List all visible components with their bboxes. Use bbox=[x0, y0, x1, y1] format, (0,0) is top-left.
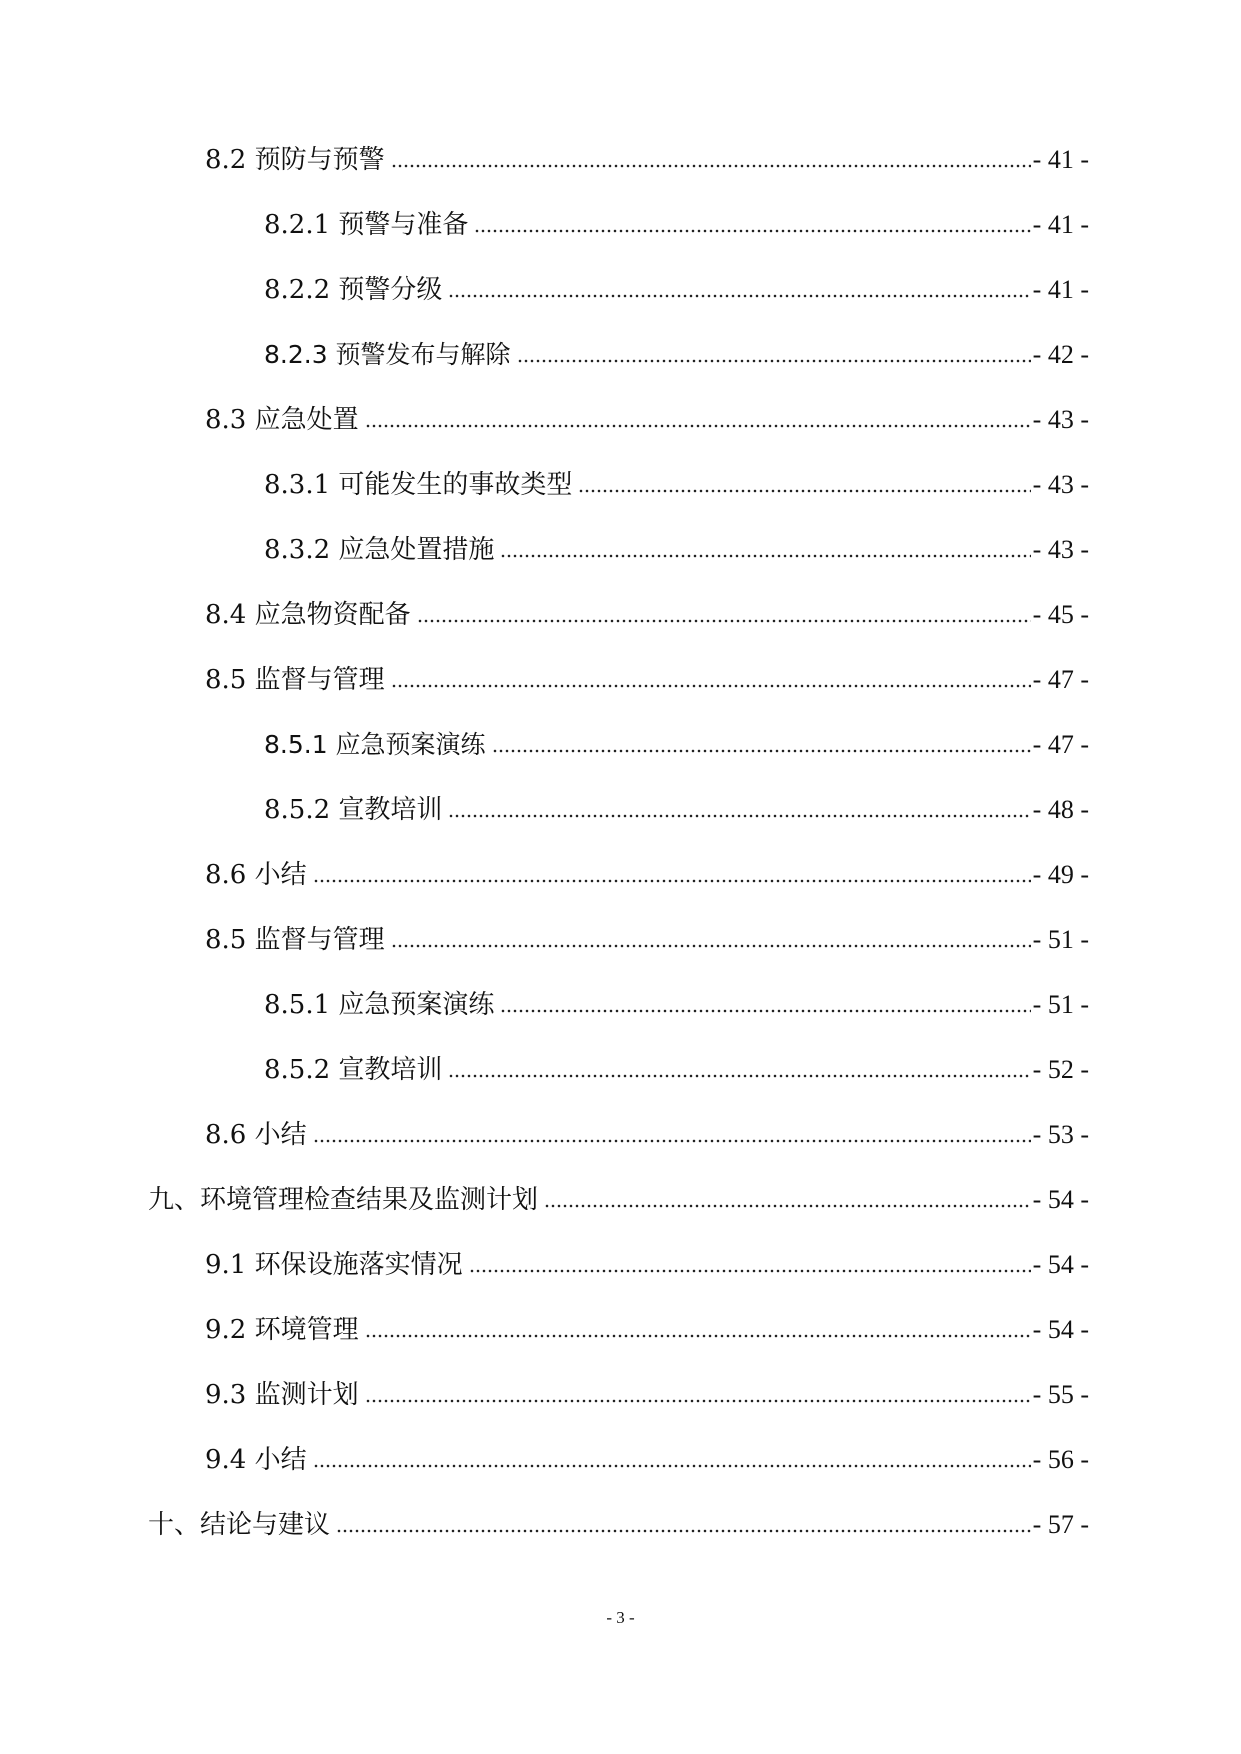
dot-leader bbox=[517, 357, 1031, 365]
toc-entry-page: - 57 - bbox=[1032, 1510, 1089, 1539]
toc-entry-title: 9.2 环境管理 bbox=[205, 1315, 359, 1345]
dot-leader bbox=[313, 1137, 1031, 1145]
toc-entry bbox=[205, 400, 1089, 440]
toc-entry-title: 8.5.1 应急预案演练 bbox=[264, 990, 495, 1020]
toc-entry-page: - 49 - bbox=[1032, 860, 1089, 889]
toc-entry-page: - 41 - bbox=[1032, 275, 1089, 304]
toc-entry bbox=[205, 855, 1089, 895]
dot-leader bbox=[500, 552, 1030, 560]
dot-leader bbox=[391, 162, 1031, 170]
toc-entry-page: - 47 - bbox=[1032, 665, 1089, 694]
toc-entry bbox=[264, 985, 1089, 1025]
dot-leader bbox=[474, 227, 1030, 235]
toc-entry-title: 8.2.1 预警与准备 bbox=[264, 210, 469, 240]
toc-entry-title: 8.4 应急物资配备 bbox=[205, 600, 411, 630]
toc-entry bbox=[264, 335, 1089, 375]
dot-leader bbox=[391, 942, 1031, 950]
toc-entry-title: 9.3 监测计划 bbox=[205, 1380, 359, 1410]
dot-leader bbox=[500, 1007, 1030, 1015]
dot-leader bbox=[365, 422, 1031, 430]
toc-entry-title: 8.6 小结 bbox=[205, 860, 307, 890]
toc-entry-title: 8.5 监督与管理 bbox=[205, 665, 385, 695]
toc-entry-title: 8.6 小结 bbox=[205, 1120, 307, 1150]
dot-leader bbox=[365, 1332, 1031, 1340]
toc-entry-page: - 43 - bbox=[1032, 405, 1089, 434]
toc-entry bbox=[205, 920, 1089, 960]
dot-leader bbox=[448, 1072, 1030, 1080]
toc-entry-page: - 43 - bbox=[1032, 535, 1089, 564]
toc-entry bbox=[264, 790, 1089, 830]
toc-entry bbox=[264, 465, 1089, 505]
toc-entry-title: 8.3 应急处置 bbox=[205, 405, 359, 435]
toc-entry-title: 8.5.2 宣教培训 bbox=[264, 795, 443, 825]
toc-entry bbox=[205, 1310, 1089, 1350]
toc-entry-page: - 54 - bbox=[1032, 1250, 1089, 1279]
toc-entry-page: - 54 - bbox=[1032, 1315, 1089, 1344]
dot-leader bbox=[336, 1527, 1031, 1535]
toc-entry-page: - 41 - bbox=[1032, 210, 1089, 239]
dot-leader bbox=[448, 812, 1030, 820]
toc-entry bbox=[148, 1180, 1089, 1220]
toc-entry bbox=[205, 1375, 1089, 1415]
toc-entry-title: 8.2.3 预警发布与解除 bbox=[264, 340, 511, 369]
toc-entry-title: 九、环境管理检查结果及监测计划 bbox=[148, 1185, 539, 1215]
toc-entry bbox=[264, 530, 1089, 570]
toc-entry-title: 十、结论与建议 bbox=[148, 1510, 331, 1540]
toc-entry-title: 8.3.2 应急处置措施 bbox=[264, 535, 495, 565]
toc-entry-page: - 52 - bbox=[1032, 1055, 1089, 1084]
toc-entry-title: 9.1 环保设施落实情况 bbox=[205, 1250, 463, 1280]
toc-entry-page: - 55 - bbox=[1032, 1380, 1089, 1409]
dot-leader bbox=[544, 1202, 1031, 1210]
toc-entry-title: 9.4 小结 bbox=[205, 1445, 307, 1475]
toc-entry-title: 8.2.2 预警分级 bbox=[264, 275, 443, 305]
toc-entry-page: - 48 - bbox=[1032, 795, 1089, 824]
toc-entry bbox=[205, 1245, 1089, 1285]
dot-leader bbox=[448, 292, 1030, 300]
toc-entry-page: - 42 - bbox=[1032, 340, 1089, 369]
dot-leader bbox=[469, 1267, 1031, 1275]
toc-entry bbox=[264, 205, 1089, 245]
toc-entry-title: 8.2 预防与预警 bbox=[205, 145, 385, 175]
toc-entry bbox=[205, 1440, 1089, 1480]
toc-entry bbox=[264, 1050, 1089, 1090]
toc-entry bbox=[205, 660, 1089, 700]
toc-entry bbox=[205, 140, 1089, 180]
toc-entry-title: 8.5.2 宣教培训 bbox=[264, 1055, 443, 1085]
dot-leader bbox=[365, 1397, 1031, 1405]
dot-leader bbox=[417, 617, 1031, 625]
toc-entry-title: 8.5.1 应急预案演练 bbox=[264, 730, 486, 759]
toc-entry bbox=[148, 1505, 1089, 1545]
dot-leader bbox=[492, 747, 1031, 755]
dot-leader bbox=[313, 877, 1031, 885]
dot-leader bbox=[578, 487, 1030, 495]
toc-entry bbox=[205, 1115, 1089, 1155]
dot-leader bbox=[313, 1462, 1031, 1470]
toc-entry bbox=[205, 595, 1089, 635]
toc-entry-title: 8.5 监督与管理 bbox=[205, 925, 385, 955]
toc-entry-page: - 43 - bbox=[1032, 470, 1089, 499]
toc-entry-page: - 51 - bbox=[1032, 990, 1089, 1019]
toc-entry-page: - 51 - bbox=[1032, 925, 1089, 954]
toc-entry-page: - 45 - bbox=[1032, 600, 1089, 629]
toc-entry-page: - 54 - bbox=[1032, 1185, 1089, 1214]
dot-leader bbox=[391, 682, 1031, 690]
page-number: - 3 - bbox=[606, 1608, 635, 1627]
toc-entry-page: - 53 - bbox=[1032, 1120, 1089, 1149]
toc-entry-title: 8.3.1 可能发生的事故类型 bbox=[264, 470, 573, 500]
toc-entry bbox=[264, 270, 1089, 310]
toc-entry bbox=[264, 725, 1089, 765]
toc-entry-page: - 56 - bbox=[1032, 1445, 1089, 1474]
toc-entry-page: - 47 - bbox=[1032, 730, 1089, 759]
toc-entry-page: - 41 - bbox=[1032, 145, 1089, 174]
